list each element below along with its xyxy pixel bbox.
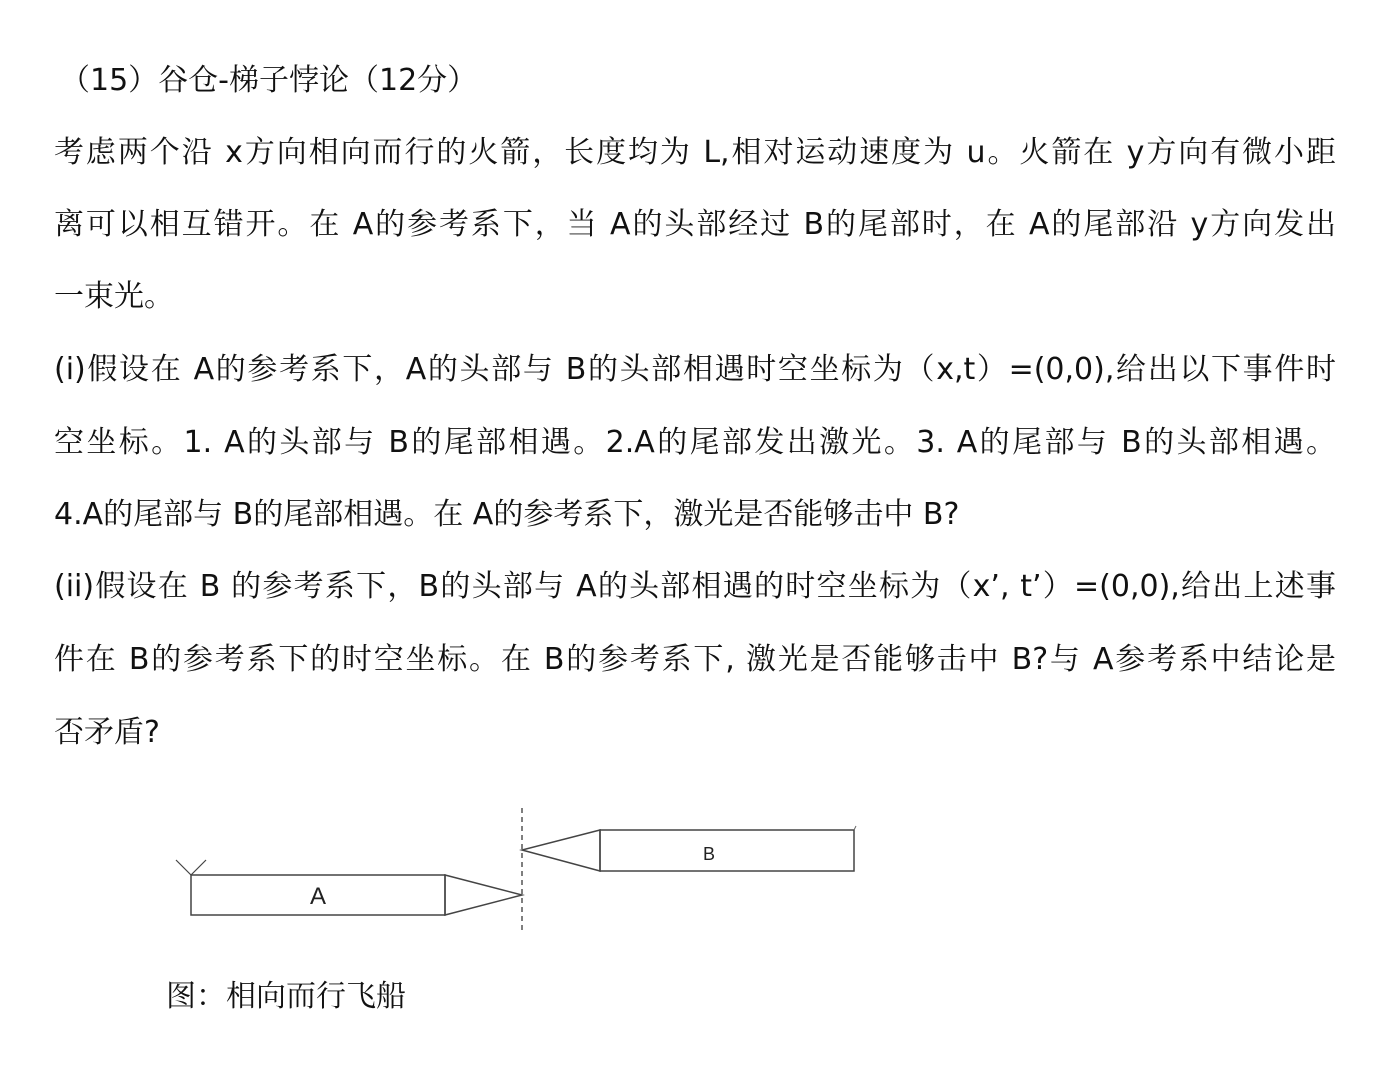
rocket-a-tail-fin-left bbox=[176, 860, 191, 875]
rocket-b-label: B bbox=[702, 844, 716, 864]
rocket-a bbox=[176, 860, 522, 915]
problem-text-line-5: 空坐标。1. A的头部与 B的尾部相遇。2.A的尾部发出激光。3. A的尾部与 B的头部相遇。 bbox=[54, 425, 1336, 460]
rocket-a-tail-fin-right bbox=[191, 860, 206, 875]
problem-text-line-4: (i)假设在 A的参考系下，A的头部与 B的头部相遇时空坐标为（x,t）=(0,0),给出以下事件时 bbox=[54, 352, 1336, 387]
rocket-a-nose bbox=[445, 875, 522, 915]
problem-text-line-1: 考虑两个沿 x方向相向而行的火箭，长度均为 L,相对运动速度为 u。火箭在 y方向有微小距 bbox=[54, 135, 1336, 170]
problem-text-line-2: 离可以相互错开。在 A的参考系下，当 A的头部经过 B的尾部时，在 A的尾部沿 y方向发出 bbox=[54, 207, 1336, 242]
rocket-b bbox=[522, 826, 856, 871]
problem-text-line-8: 件在 B的参考系下的时空坐标。在 B的参考系下, 激光是否能够击中 B?与 A参考系中结论是 bbox=[54, 642, 1336, 677]
figure-caption: 图：相向而行飞船 bbox=[166, 979, 406, 1014]
rockets-figure bbox=[160, 800, 880, 950]
rocket-b-tail-mark bbox=[854, 826, 856, 830]
rocket-b-body bbox=[600, 830, 854, 871]
problem-text-line-7: (ii)假设在 B 的参考系下，B的头部与 A的头部相遇的时空坐标为（x’, t’）=(0,0),给出上述事 bbox=[54, 569, 1336, 604]
problem-text-line-6: 4.A的尾部与 B的尾部相遇。在 A的参考系下，激光是否能够击中 B? bbox=[54, 497, 960, 532]
rocket-b-nose bbox=[522, 830, 600, 871]
problem-title: （15）谷仓-梯子悖论（12分） bbox=[60, 63, 478, 98]
problem-text-line-3: 一束光。 bbox=[54, 279, 174, 314]
rocket-a-label: A bbox=[309, 883, 327, 910]
problem-text-line-9: 否矛盾? bbox=[54, 715, 160, 750]
